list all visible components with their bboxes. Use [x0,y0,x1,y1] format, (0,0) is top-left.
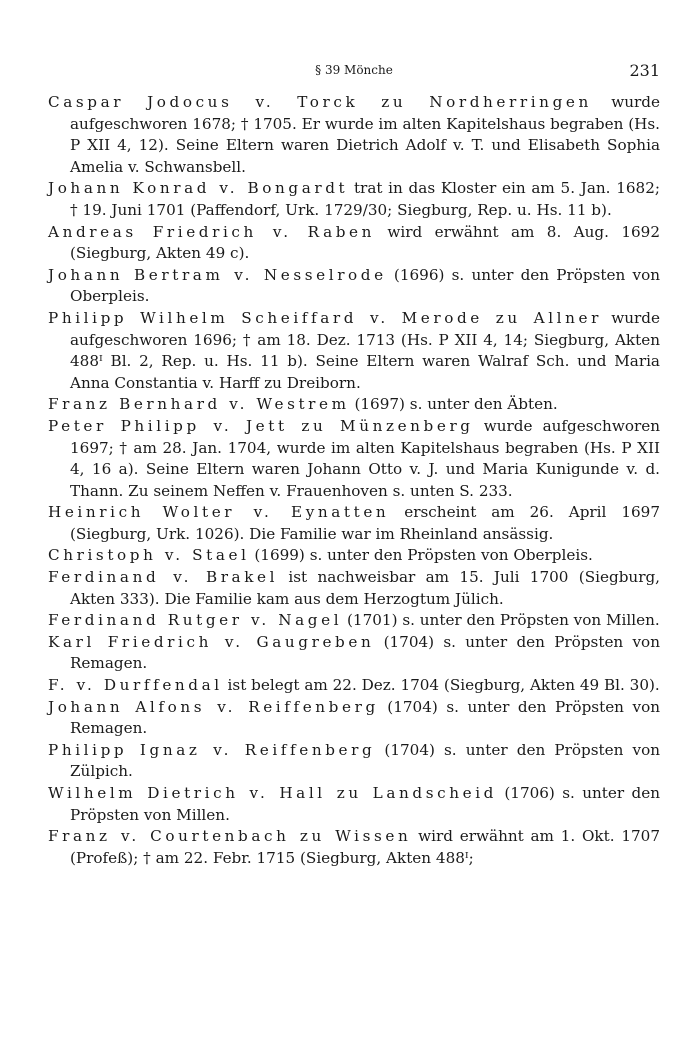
entry [48,416,660,502]
entry-name: Heinrich Wolter v. Eynatten [48,503,390,522]
entry-text: wurde aufgeschworen 1696; † am 18. Dez. 1713 (Hs. P XII 4, 14; Siegburg, Akten 488ᴵ Bl. 2, Rep. u. Hs. 11 b). Seine Eltern waren Walraf Sch. und Maria Anna Constantia v. Harff zu Dreiborn. [70,308,660,392]
page-number: 231 [629,61,660,80]
entry-name: Philipp Ignaz v. Reiffenberg [48,740,376,759]
entry-name: Andreas Friedrich v. Raben [48,222,376,241]
entry-text: (1706) s. unter den Pröpsten von Millen. [70,784,661,824]
entry-name: Karl Friedrich v. Gaugreben [48,632,375,651]
entry [48,632,660,675]
entry-name: Peter Philipp v. Jett zu Münzenberg [48,416,474,435]
running-head-title: § 39 Mönche [315,63,393,77]
entry [48,567,660,610]
entry-name: Johann Bertram v. Nesselrode [48,265,387,284]
entry [48,610,660,632]
entry-text: ist nachweisbar am 15. Juli 1700 (Siegburg, Akten 333). Die Familie kam aus dem Herzogtum Jülich. [70,568,661,608]
entry-name: Caspar Jodocus v. Torck zu Nordherringen [48,93,592,111]
entry-text: wurde aufgeschworen 1697; † am 28. Jan. 1704, wurde im alten Kapitelshaus begraben (Hs. P XII 4, 16 a). Seine Eltern waren Johann Otto v. J. und Maria Kunigunde v. d. Thann. Zu seinem Neffen v. Frauenhoven s. unten S. 233. [70,416,661,500]
entry-text: (1704) s. unter den Pröpsten von Remagen. [70,697,661,738]
entry-text: wird erwähnt am 1. Okt. 1707 (Profeß); † am 22. Febr. 1715 (Siegburg, Akten 488ᴵ; [70,827,660,867]
entry [48,502,660,545]
entry-name: Franz Bernhard v. Westrem [48,395,350,414]
entry-list [48,92,660,869]
entry [48,545,660,567]
entry-text: (1704) s. unter den Pröpsten von Zülpich. [70,740,660,781]
entry-name: F. v. Durffendal [48,676,223,695]
entry-name: Ferdinand v. Brakel [48,568,279,587]
entry-text: wurde aufgeschworen 1678; † 1705. Er wurde im alten Kapitelshaus begraben (Hs. P XII 4, 12). Seine Eltern waren Dietrich Adolf v. T. und Elisabeth Sophia Amelia v. Schwansbell. [70,93,660,176]
running-head [48,61,660,81]
entry [48,265,660,308]
entry [48,222,660,265]
entry-text: (1697) s. unter den Äbten. [349,395,558,414]
entry-name: Christoph v. Stael [48,546,250,565]
entry-name: Wilhelm Dietrich v. Hall zu Landscheid [48,784,497,802]
entry-name: Franz v. Courtenbach zu Wissen [48,827,412,846]
entry-text: (1704) s. unter den Pröpsten von Remagen. [70,632,660,673]
entry-text: ist belegt am 22. Dez. 1704 (Siegburg, Akten 49 Bl. 30). [222,676,660,695]
entry-name: Ferdinand Rutger v. Nagel [48,611,343,630]
entry-name: Johann Konrad v. Bongardt [48,179,349,198]
entry-text: trat in das Kloster ein am 5. Jan. 1682; † 19. Juni 1701 (Paffendorf, Urk. 1729/30; Siegburg, Rep. u. Hs. 11 b). [70,179,660,219]
entry-name: Johann Alfons v. Reiffenberg [48,697,379,716]
entry-text: (1701) s. unter den Pröpsten von Millen. [342,611,660,630]
entry [48,783,660,826]
entry [48,308,660,394]
entry-text: erscheint am 26. April 1697 (Siegburg, Urk. 1026). Die Familie war im Rheinland ansässig. [70,503,660,543]
entry-text: (1699) s. unter den Pröpsten von Oberpleis. [249,546,593,565]
entry [48,826,660,869]
entry [48,697,660,740]
entry [48,394,660,416]
entry [48,740,660,783]
entry [48,92,660,178]
entry [48,675,660,697]
entry-text: wird erwähnt am 8. Aug. 1692 (Siegburg, Akten 49 c). [70,222,660,263]
entry-text: (1696) s. unter den Pröpsten von Oberpleis. [70,265,661,306]
entry-name: Philipp Wilhelm Scheiffard v. Merode zu Allner [48,308,602,327]
entry [48,178,660,221]
